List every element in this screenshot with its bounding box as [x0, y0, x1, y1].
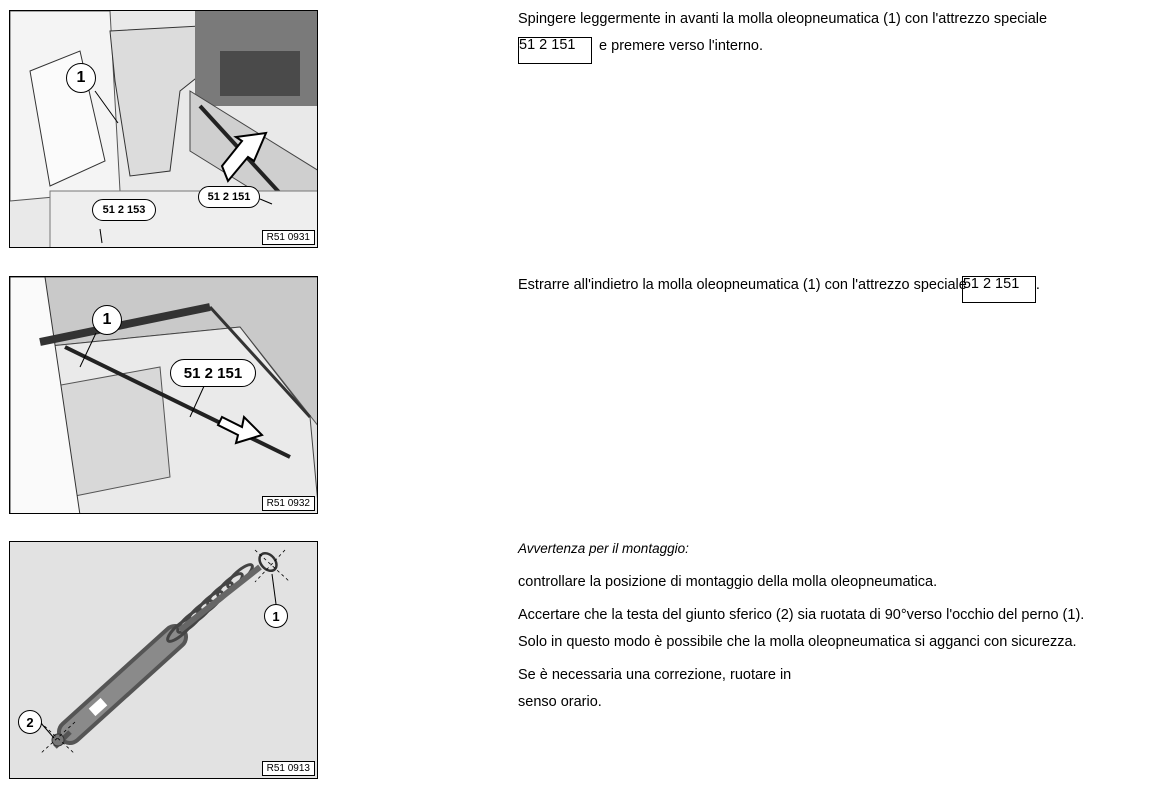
figure-2-tool-label-51-2-151: 51 2 151 [170, 359, 256, 387]
figure-1-tool-label-51-2-153: 51 2 153 [92, 199, 156, 221]
figure-1-tool-label-51-2-151: 51 2 151 [198, 186, 260, 208]
figure-1-callout-1: 1 [66, 63, 96, 93]
figure-3-callout-2: 2 [18, 710, 42, 734]
figure-1 [9, 10, 318, 248]
figure-2-code: R51 0932 [262, 496, 315, 511]
figure-2-callout-1: 1 [92, 305, 122, 335]
figure-3-code: R51 0913 [262, 761, 315, 776]
step-2-text-after: . [1035, 277, 1040, 293]
step-2-line [518, 276, 1040, 303]
note-line-5: senso orario. [518, 694, 602, 710]
figure-3-callout-1: 1 [264, 604, 288, 628]
step-1-line-1: Spingere leggermente in avanti la molla oleopneumatica (1) con l'attrezzo speciale [518, 11, 1048, 27]
note-line-4: Se è necessaria una correzione, ruotare in [518, 667, 792, 683]
note-line-1: controllare la posizione di montaggio della molla oleopneumatica. [518, 574, 938, 590]
figure-3 [9, 541, 318, 779]
step-1-line-2-text: e premere verso l'interno. [599, 38, 763, 54]
step-1-tool-number: 51 2 151 [518, 37, 592, 64]
figure-1-illustration [10, 11, 318, 248]
step-2-tool-number: 51 2 151 [962, 276, 1036, 303]
note-line-2: Accertare che la testa del giunto sferico (2) sia ruotata di 90°verso l'occhio del perno (1). [518, 607, 1085, 623]
figure-2-illustration [10, 277, 318, 514]
figure-3-illustration [10, 542, 318, 779]
figure-1-code: R51 0931 [262, 230, 315, 245]
step-1-line-2 [518, 37, 763, 64]
note-heading: Avvertenza per il montaggio: [518, 541, 689, 556]
note-line-3: Solo in questo modo è possibile che la molla oleopneumatica si agganci con sicurezza. [518, 634, 1077, 650]
figure-2 [9, 276, 318, 514]
step-2-text: Estrarre all'indietro la molla oleopneumatica (1) con l'attrezzo speciale [518, 277, 967, 293]
